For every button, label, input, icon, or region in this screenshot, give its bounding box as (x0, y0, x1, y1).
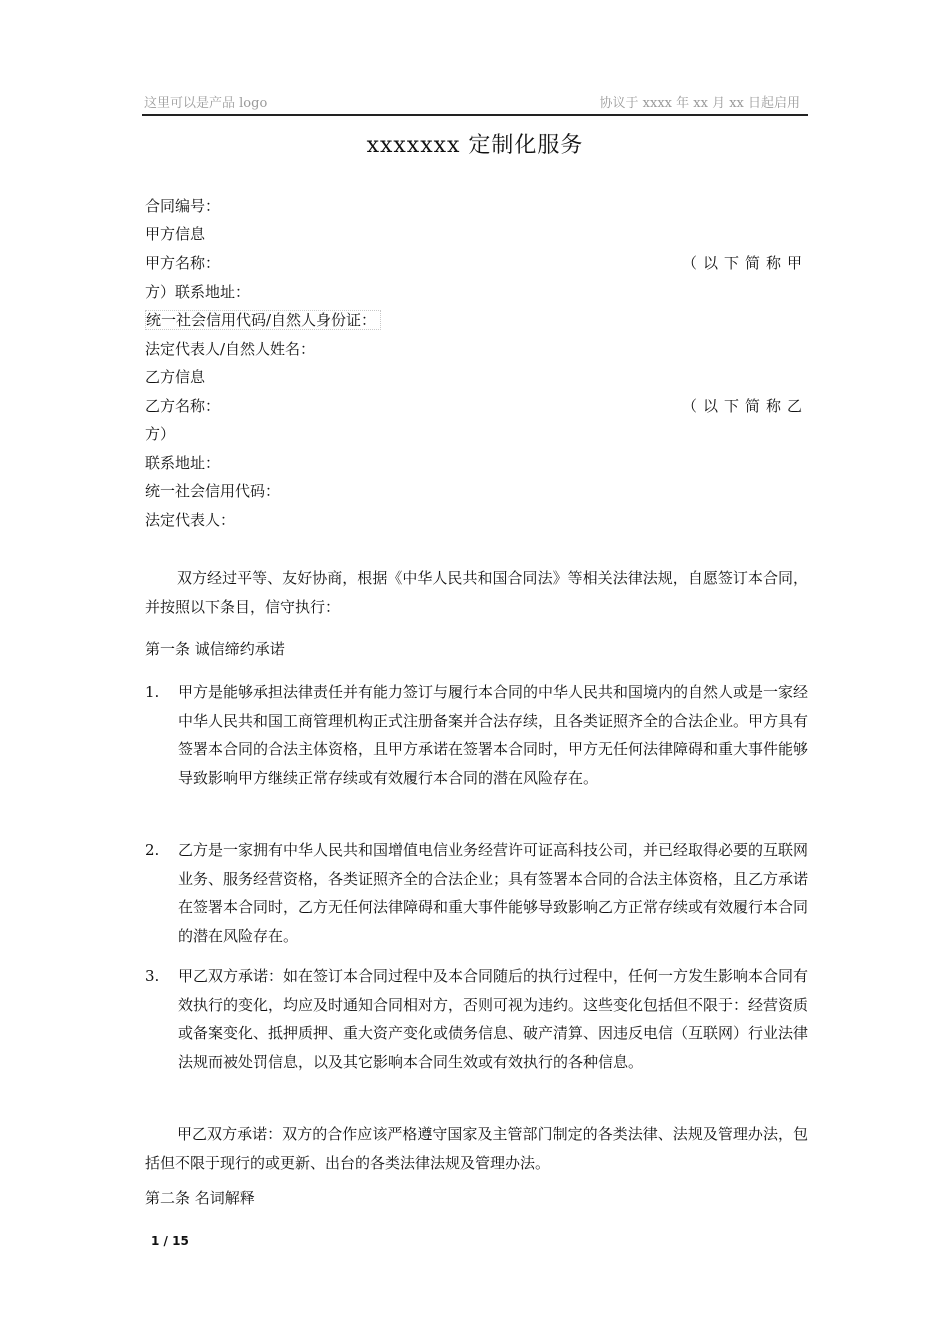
list-item-text: 甲方是能够承担法律责任并有能力签订与履行本合同的中华人民共和国境内的自然人或是一家经中华人民共和国工商管理机构正式注册备案并合法存续，且各类证照齐全的合法企业。甲方具有签署本合同的合法主体资格，且甲方承诺在签署本合同时，甲方无任何法律障碍和重大事件能够导致影响甲方继续正常存续或有效履行本合同的潜在风险存在。 (178, 683, 809, 787)
party-b-address-label: 联系地址： (145, 454, 221, 472)
list-item-number: 1. (145, 683, 160, 701)
party-a-credit-code-field (145, 310, 381, 330)
party-b-heading: 乙方信息 (145, 368, 206, 386)
list-item-number: 3. (145, 967, 160, 985)
party-b-credit-code-label: 统一社会信用代码： (145, 482, 281, 500)
list-item-number: 2. (145, 841, 160, 859)
article-1-closing-paragraph: 甲乙双方承诺：双方的合作应该严格遵守国家及主管部门制定的各类法律、法规及管理办法，包括但不限于现行的或更新、出台的各类法律法规及管理办法。 (145, 1125, 808, 1172)
document-title: xxxxxxx 定制化服务 (366, 133, 584, 158)
contract-number-label: 合同编号： (145, 197, 221, 215)
party-a-representative-label: 法定代表人/自然人姓名： (145, 340, 316, 358)
party-b-name-label: 乙方名称： (145, 397, 221, 415)
header-effective-date: 协议于 xxxx 年 xx 月 xx 日起启用 (599, 96, 800, 111)
party-a-name-label: 甲方名称： (145, 254, 221, 272)
party-a-abbreviation-start: （以下简称甲 (681, 254, 808, 272)
party-a-heading: 甲方信息 (145, 225, 206, 243)
page-number: 1 / 15 (151, 1234, 189, 1248)
page-header (142, 96, 808, 116)
list-item-text: 甲乙双方承诺：如在签订本合同过程中及本合同随后的执行过程中，任何一方发生影响本合同有效执行的变化，均应及时通知合同相对方，否则可视为违约。这些变化包括但不限于：经营资质或备案变化、抵押质押、重大资产变化或债务信息、破产清算、因违反电信（互联网）行业法律法规而被处罚信息，以及其它影响本合同生效或有效执行的各种信息。 (178, 967, 809, 1071)
list-item-text: 乙方是一家拥有中华人民共和国增值电信业务经营许可证高科技公司，并已经取得必要的互联网业务、服务经营资格，各类证照齐全的合法企业；具有签署本合同的合法主体资格，且乙方承诺在签署本合同时，乙方无任何法律障碍和重大事件能够导致影响乙方正常存续或有效履行本合同的潜在风险存在。 (178, 841, 809, 945)
article-1-heading: 第一条 诚信缔约承诺 (145, 640, 285, 658)
intro-paragraph: 双方经过平等、友好协商，根据《中华人民共和国合同法》等相关法律法规，自愿签订本合同，并按照以下条目，信守执行： (145, 569, 808, 616)
party-b-abbreviation-start: （以下简称乙 (681, 397, 808, 415)
party-a-address-label: 方）联系地址： (145, 283, 251, 301)
party-b-representative-label: 法定代表人： (145, 511, 236, 529)
party-a-credit-code-label: 统一社会信用代码/自然人身份证： (145, 310, 381, 330)
header-logo-placeholder: 这里可以是产品 logo (144, 96, 268, 111)
article-2-heading: 第二条 名词解释 (145, 1189, 255, 1207)
party-b-abbreviation-end: 方） (145, 425, 176, 443)
